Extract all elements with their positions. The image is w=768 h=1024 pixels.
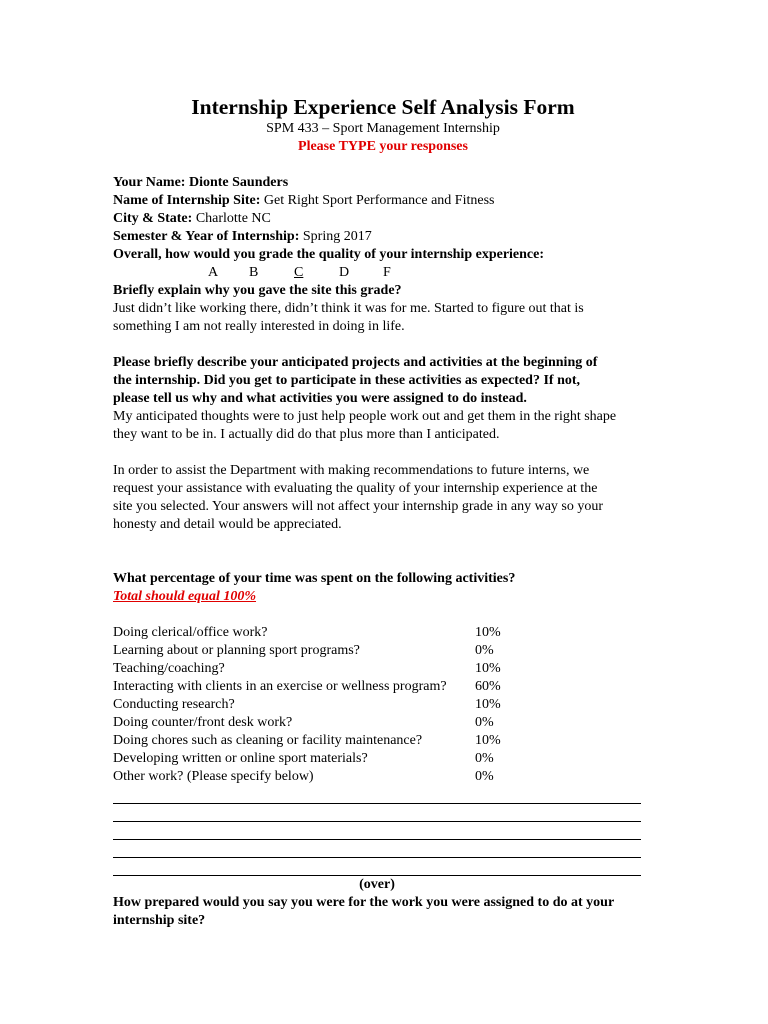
site-field: [113, 192, 653, 210]
activity-row: [113, 678, 653, 696]
activity-label: Interacting with clients in an exercise or wellness program?: [113, 679, 447, 694]
city-field: [113, 210, 653, 228]
activity-row: [113, 714, 653, 732]
grade-option-b[interactable]: B: [249, 265, 259, 280]
activity-label: Doing counter/front desk work?: [113, 715, 293, 730]
page-title: Internship Experience Self Analysis Form: [191, 95, 575, 119]
intro-line: In order to assist the Department with making recommendations to future interns, we: [113, 463, 590, 478]
activity-percent[interactable]: 0%: [475, 715, 494, 730]
specify-line[interactable]: [113, 804, 641, 822]
activity-percent[interactable]: 0%: [475, 769, 494, 784]
name-field: Your Name: Dionte Saunders: [113, 175, 289, 190]
activity-label: Doing clerical/office work?: [113, 625, 268, 640]
total-note-text: Total should equal 100%: [113, 589, 257, 604]
activity-row: [113, 660, 653, 678]
city-label: City & State:: [113, 211, 193, 226]
specify-line[interactable]: [113, 786, 641, 804]
activity-percent[interactable]: 10%: [475, 733, 501, 748]
activity-label: Other work? (Please specify below): [113, 769, 314, 784]
over-note: (over): [359, 877, 395, 892]
activity-percent[interactable]: 60%: [475, 679, 501, 694]
activity-row: [113, 768, 653, 786]
explain-answer-line[interactable]: something I am not really interested in doing in life.: [113, 319, 405, 334]
intro-line: request your assistance with evaluating the quality of your internship experience at the: [113, 481, 598, 496]
activity-row: [113, 696, 653, 714]
site-value[interactable]: Get Right Sport Performance and Fitness: [260, 193, 495, 208]
activity-row: [113, 732, 653, 750]
activity-percent[interactable]: 0%: [475, 643, 494, 658]
activity-percent[interactable]: 0%: [475, 751, 494, 766]
grade-question: Overall, how would you grade the quality of your internship experience:: [113, 247, 545, 262]
activity-label: Learning about or planning sport programs?: [113, 643, 360, 658]
site-label: Name of Internship Site:: [113, 193, 261, 208]
specify-line[interactable]: [113, 840, 641, 858]
grade-option-a[interactable]: A: [208, 265, 219, 280]
specify-line[interactable]: [113, 858, 641, 876]
intro-line: site you selected. Your answers will not affect your internship grade in any way so your: [113, 499, 604, 514]
activity-label: Doing chores such as cleaning or facility maintenance?: [113, 733, 423, 748]
intro-line: honesty and detail would be appreciated.: [113, 517, 342, 532]
specify-line[interactable]: [113, 822, 641, 840]
activity-percent[interactable]: 10%: [475, 625, 501, 640]
activity-label: Developing written or online sport materials?: [113, 751, 368, 766]
prepared-question-line: internship site?: [113, 913, 206, 928]
semester-value[interactable]: Spring 2017: [299, 229, 372, 244]
grade-option-c-selected[interactable]: C: [294, 265, 304, 280]
activity-row: [113, 642, 653, 660]
activity-percent[interactable]: 10%: [475, 697, 501, 712]
activity-label: Teaching/coaching?: [113, 661, 225, 676]
activity-percent[interactable]: 10%: [475, 661, 501, 676]
projects-question-line: the internship. Did you get to participate in these activities as expected? If not,: [113, 373, 581, 388]
type-instruction: Please TYPE your responses: [298, 139, 468, 154]
total-note: [113, 588, 653, 606]
activity-row: [113, 624, 653, 642]
grade-option-d[interactable]: D: [339, 265, 350, 280]
semester-field: [113, 228, 653, 246]
projects-answer-line[interactable]: they want to be in. I actually did do that plus more than I anticipated.: [113, 427, 500, 442]
grade-options: [113, 264, 653, 282]
activity-label: Conducting research?: [113, 697, 235, 712]
projects-question-line: please tell us why and what activities you were assigned to do instead.: [113, 391, 527, 406]
course-subtitle: SPM 433 – Sport Management Internship: [266, 121, 500, 136]
grade-option-f[interactable]: F: [383, 265, 391, 280]
explain-answer-line[interactable]: Just didn’t like working there, didn’t think it was for me. Started to figure out that is: [113, 301, 584, 316]
explain-question: Briefly explain why you gave the site this grade?: [113, 283, 402, 298]
prepared-question-line: How prepared would you say you were for the work you were assigned to do at your: [113, 895, 615, 910]
form-page: [113, 94, 653, 930]
semester-label: Semester & Year of Internship:: [113, 229, 300, 244]
activity-row: [113, 750, 653, 768]
time-question: What percentage of your time was spent on the following activities?: [113, 571, 516, 586]
projects-answer-line[interactable]: My anticipated thoughts were to just help people work out and get them in the right shape: [113, 409, 617, 424]
city-value[interactable]: Charlotte NC: [192, 211, 271, 226]
projects-question-line: Please briefly describe your anticipated projects and activities at the beginning of: [113, 355, 598, 370]
